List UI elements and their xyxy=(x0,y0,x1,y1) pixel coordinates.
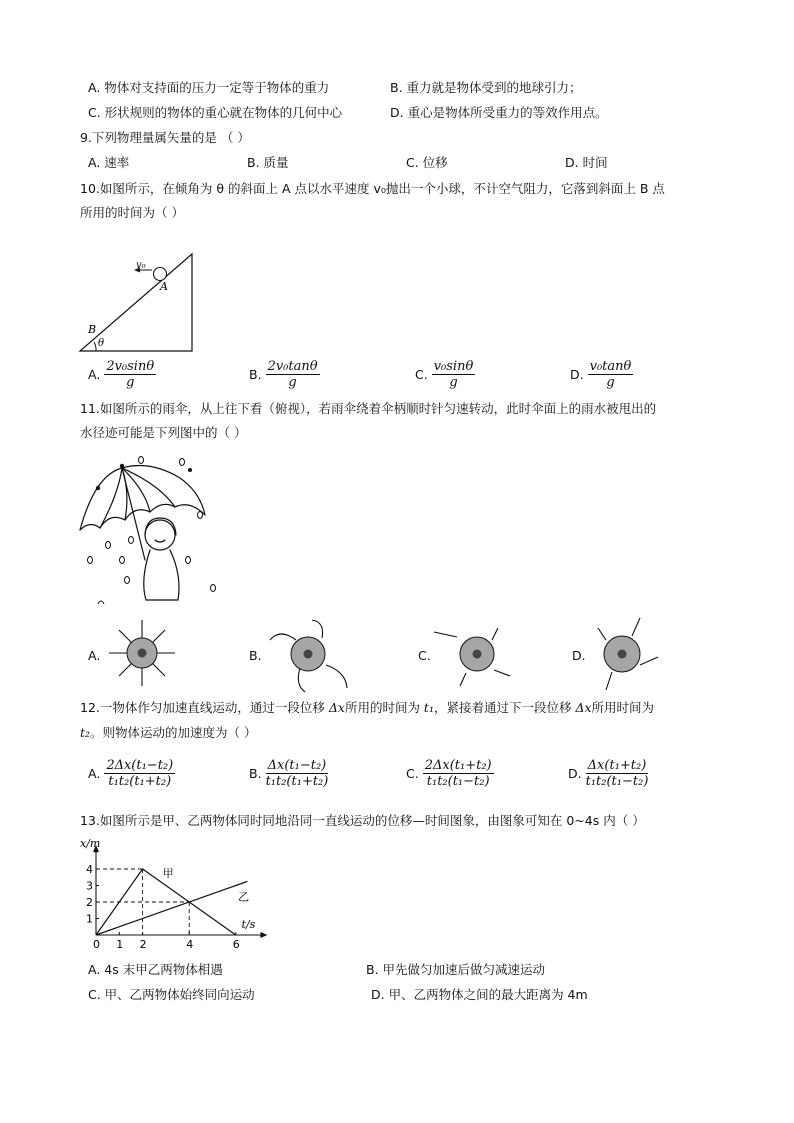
fraction: $\frac{\text{2v₀sinθ}}{g}$ xyxy=(106,359,155,390)
series-label-jia: 甲 xyxy=(162,867,174,880)
x-tick-label: 4 xyxy=(186,938,194,951)
x-tick-label: 6 xyxy=(232,938,240,951)
fraction: $\frac{\text{2Δx(t₁−t₂)}}{\text{t₁t₂(t₁+t₂)}}$ xyxy=(106,758,174,789)
option-label: D. xyxy=(570,367,584,382)
velocity-label: v₀ xyxy=(136,260,146,271)
q8-option-a: A. 物体对支持面的压力一定等于物体的重力 xyxy=(88,80,330,95)
q11-option-a-label: A. xyxy=(88,648,101,663)
fraction: $\frac{\text{v₀sinθ}}{g}$ xyxy=(433,359,474,390)
y-tick-label: 4 xyxy=(86,863,93,876)
x-axis-arrow xyxy=(260,932,267,938)
q8-option-c: C. 形状规则的物体的重心就在物体的几何中心 xyxy=(88,105,343,120)
q8-option-b: B. 重力就是物体受到的地球引力； xyxy=(390,80,582,95)
fraction: $\frac{\text{Δx(t₁−t₂)}}{\text{t₁t₂(t₁+t₂)}}$ xyxy=(265,758,329,789)
q11-stem-line2: 水径迹可能是下列图中的（ ） xyxy=(80,425,247,440)
q11-stem-line1: 11.如图所示的雨伞，从上往下看（俯视），若雨伞绕着伞柄顺时针匀速转动，此时伞面上的雨水被甩出的 xyxy=(80,401,657,416)
theta-label: θ xyxy=(98,338,105,349)
option-label: B. xyxy=(249,367,262,382)
q11-option-d-label: D. xyxy=(572,648,586,663)
option-label: B. xyxy=(249,766,262,781)
q11-option-c-label: C. xyxy=(418,648,431,663)
fraction: $\frac{\text{Δx(t₁+t₂)}}{\text{t₁t₂(t₁−t₂)}}$ xyxy=(585,758,649,789)
point-a-label: A xyxy=(160,280,168,293)
y-tick-label: 3 xyxy=(86,879,93,893)
option-label: D. xyxy=(568,766,582,781)
q9-stem: 9.下列物理量属矢量的是 （ ） xyxy=(80,130,250,145)
q10-stem-line1: 10.如图所示，在倾角为 θ 的斜面上 A 点以水平速度 v₀抛出一个小球，不计空气阻力，它落到斜面上 B 点 xyxy=(80,181,665,196)
q9-option-c: C. 位移 xyxy=(406,155,448,170)
q9-option-b: B. 质量 xyxy=(247,155,289,170)
q12-stem-line2: t₂。则物体运动的加速度为（ ） xyxy=(80,725,257,740)
option-label: A. xyxy=(88,367,101,382)
q13-option-c: C. 甲、乙两物体始终同向运动 xyxy=(88,987,255,1002)
q13-option-b: B. 甲先做匀加速后做匀减速运动 xyxy=(366,962,546,977)
x-tick-label: 1 xyxy=(116,938,124,951)
x-axis-label: t/s xyxy=(241,918,256,931)
fraction: $\frac{\text{2v₀tanθ}}{g}$ xyxy=(267,359,318,390)
q11-option-b-label: B. xyxy=(249,648,262,663)
q8-option-d: D. 重心是物体所受重力的等效作用点。 xyxy=(390,105,608,120)
x-tick-label: 0 xyxy=(93,938,100,951)
q9-option-d: D. 时间 xyxy=(565,155,608,170)
fraction: $\frac{\text{2Δx(t₁+t₂)}}{\text{t₁t₂(t₁−t₂)}}$ xyxy=(424,758,492,789)
option-label: C. xyxy=(415,367,428,382)
fraction: $\frac{\text{v₀tanθ}}{g}$ xyxy=(589,359,632,390)
point-b-label: B xyxy=(88,323,97,336)
q9-option-a: A. 速率 xyxy=(88,155,130,170)
y-tick-label: 1 xyxy=(86,912,93,926)
y-tick-label: 2 xyxy=(86,896,93,909)
y-axis-label: x/m xyxy=(80,837,101,851)
option-label: A. xyxy=(88,766,101,781)
q13-stem: 13.如图所示是甲、乙两物体同时同地沿同一直线运动的位移—时间图象，由图象可知在 0~4s 内（ ） xyxy=(80,813,645,828)
option-label: C. xyxy=(406,766,419,781)
series-label-yi: 乙 xyxy=(238,890,250,904)
q13-option-a: A. 4s 末甲乙两物体相遇 xyxy=(88,962,223,977)
q10-stem-line2: 所用的时间为（ ） xyxy=(80,205,184,220)
x-tick-label: 2 xyxy=(139,938,147,951)
q13-option-d: D. 甲、乙两物体之间的最大距离为 4m xyxy=(371,987,588,1002)
q12-stem-line1: 12.一物体作匀加速直线运动，通过一段位移 Δx所用的时间为 t₁，紧接着通过下一段位移 Δx所用时间为 xyxy=(80,700,655,715)
